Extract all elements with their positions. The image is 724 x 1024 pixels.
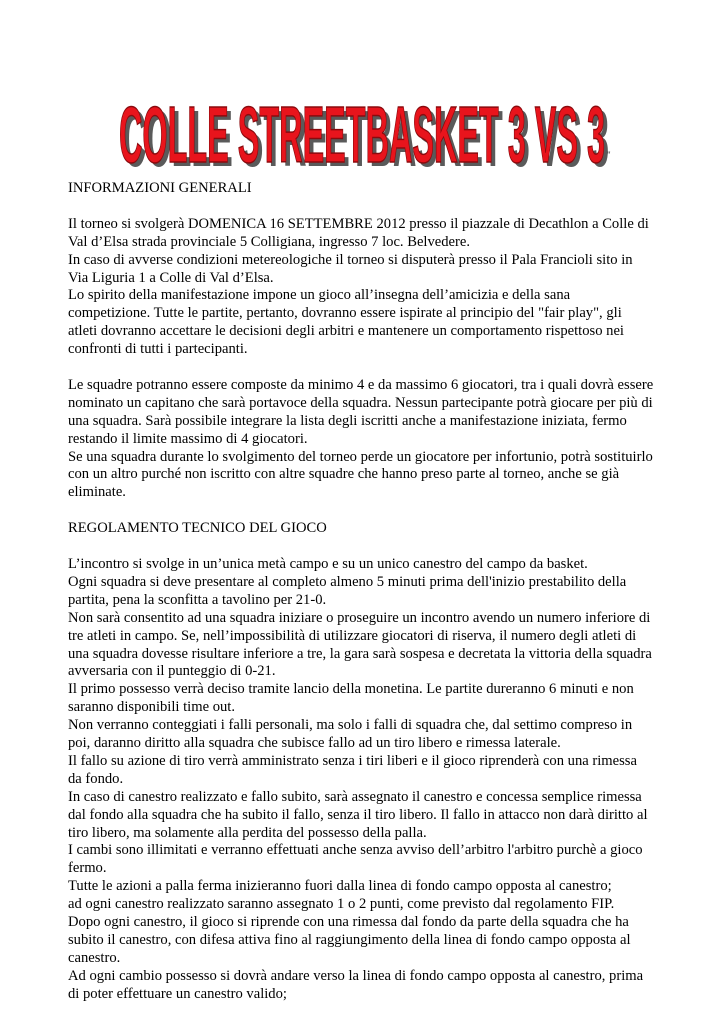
document-body <box>68 180 668 1004</box>
text-line: atleti dovranno accettare le decisioni degli arbitri e mantenere un comportamento rispettoso nei <box>68 323 624 340</box>
title-text: COLLE STREETBASKET 3 VS 3 <box>119 90 605 174</box>
text-line: da fondo. <box>68 770 124 787</box>
paragraph-gap <box>68 198 668 216</box>
text-line: canestro. <box>68 949 121 966</box>
text-line: saranno disponibili time out. <box>68 699 236 716</box>
text-line: nominato un capitano che sarà portavoce della squadra. Nessun partecipante potrà giocare per più di <box>68 394 653 411</box>
text-line: eliminate. <box>68 484 126 501</box>
text-line: partita, pena la sconfitta a tavolino per 21-0. <box>68 591 327 608</box>
text-line: In caso di canestro realizzato e fallo subito, sarà assegnato il canestro e concessa semplice rimessa <box>68 788 642 805</box>
text-line: Il fallo su azione di tiro verrà amministrato senza i tiri liberi e il gioco riprenderà con una rimessa <box>68 752 637 769</box>
text-line: Il torneo si svolgerà DOMENICA 16 SETTEMBRE 2012 presso il piazzale di Decathlon a Colle di <box>68 215 649 232</box>
title-svg <box>108 86 618 174</box>
text-line: fermo. <box>68 860 107 877</box>
paragraph-gap <box>68 359 668 377</box>
text-line: Via Liguria 1 a Colle di Val d’Elsa. <box>68 269 274 286</box>
text-line: tiro libero, ma solamente alla perdita del possesso della palla. <box>68 824 427 841</box>
paragraph-gap <box>68 538 668 556</box>
text-line: Lo spirito della manifestazione impone un gioco all’insegna dell’amicizia e della sana <box>68 287 571 304</box>
text-line: competizione. Tutte le partite, pertanto, dovranno essere ispirate al principio del "fair play", gli <box>68 305 622 322</box>
text-line: di poter effettuare un canestro valido; <box>68 985 287 1002</box>
text-line: subito il canestro, con difesa attiva fino al raggiungimento della linea di fondo campo opposta al <box>68 932 631 948</box>
text-line: In caso di avverse condizioni metereologiche il torneo si disputerà presso il Pala Francioli sito in <box>68 251 633 268</box>
text-line: Val d’Elsa strada provinciale 5 Colligiana, ingresso 7 loc. Belvedere. <box>68 233 471 250</box>
title-shadow: COLLE STREETBASKET 3 VS 3 <box>123 94 609 174</box>
text-line: Non sarà consentito ad una squadra iniziare o proseguire un incontro avendo un numero inferiore di <box>68 609 651 626</box>
text-line: L’incontro si svolge in un’unica metà campo e su un unico canestro del campo da basket. <box>68 555 588 572</box>
text-line: con un altro purché non iscritto con altre squadre che hanno preso parte al torneo, anche se già <box>68 466 620 483</box>
text-line: Ad ogni cambio possesso si dovrà andare verso la linea di fondo campo opposta al canestro, prima <box>68 967 644 984</box>
section-heading: REGOLAMENTO TECNICO DEL GIOCO <box>68 520 327 537</box>
text-line: una squadra dovesse risultare inferiore a tre, la gara sarà sospesa e decretata la vittoria della squadra <box>68 645 652 662</box>
text-line: restando il limite massimo di 4 giocatori. <box>68 430 308 447</box>
text-line: Se una squadra durante lo svolgimento del torneo perde un giocatore per infortunio, potrà sostituirlo <box>68 448 653 465</box>
text-line: Il primo possesso verrà deciso tramite lancio della monetina. Le partite dureranno 6 minuti e non <box>68 681 634 698</box>
text-line: Tutte le azioni a palla ferma inizieranno fuori dalla linea di fondo campo opposta al canestro; <box>68 878 612 895</box>
text-line: confronti di tutti i partecipanti. <box>68 341 248 358</box>
text-line: Dopo ogni canestro, il gioco si riprende con una rimessa dal fondo da parte della squadra che ha <box>68 914 629 931</box>
text-line: avversaria con il punteggio di 0-21. <box>68 663 276 680</box>
text-line: ad ogni canestro realizzato saranno assegnato 1 o 2 punti, come previsto dal regolamento FIP. <box>68 896 615 913</box>
text-line: dal fondo alla squadra che ha subito il fallo, senza il tiro libero. Il fallo in attacco non darà diritto al <box>68 806 648 823</box>
title-suffix-mark: " <box>607 150 611 160</box>
text-line: I cambi sono illimitati e verranno effettuati anche senza avviso dell’arbitro l'arbitro purchè a gioco <box>68 842 643 859</box>
text-line: poi, daranno diritto alla squadra che subisce fallo ad un tiro libero e rimessa laterale. <box>68 735 561 752</box>
text-line: Ogni squadra si deve presentare al completo almeno 5 minuti prima dell'inizio prestabilito della <box>68 573 627 590</box>
section-heading: INFORMAZIONI GENERALI <box>68 180 252 196</box>
text-line: tre atleti in campo. Se, nell’impossibilità di utilizzare giocatori di riserva, il numero degli atleti di <box>68 627 637 644</box>
title-wordart <box>108 86 618 174</box>
text-line: una squadra. Sarà possibile integrare la lista degli iscritti anche a manifestazione iniziata, fermo <box>68 412 627 429</box>
text-line: Le squadre potranno essere composte da minimo 4 e da massimo 6 giocatori, tra i quali dovrà essere <box>68 376 654 393</box>
paragraph-gap <box>68 502 668 520</box>
text-line: Non verranno conteggiati i falli personali, ma solo i falli di squadra che, dal settimo compreso in <box>68 717 633 734</box>
